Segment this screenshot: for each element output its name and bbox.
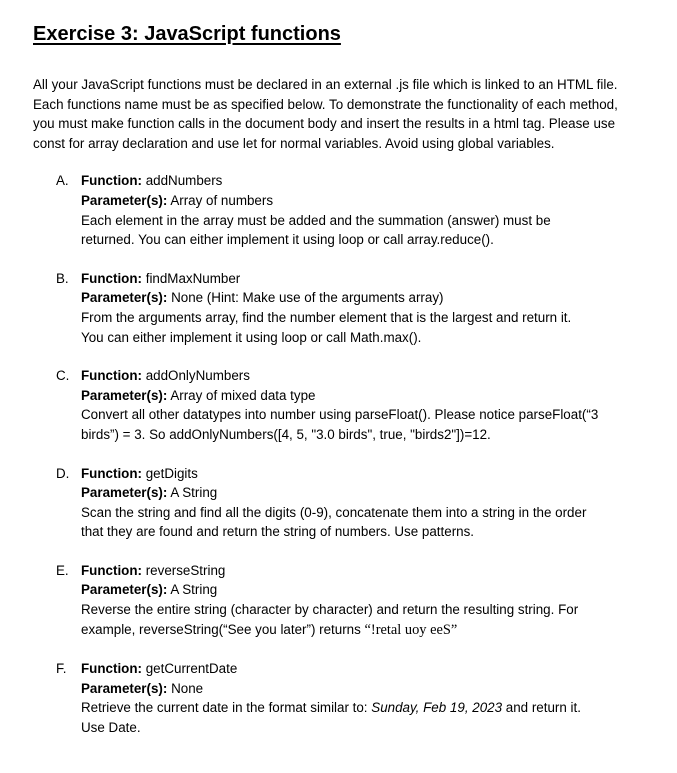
- list-marker: E.: [56, 562, 69, 578]
- description-line: returned. You can either implement it using loop or call array.reduce().: [81, 232, 494, 248]
- intro-paragraph: [33, 75, 653, 153]
- parameters-value: A String: [170, 582, 218, 598]
- function-line: [81, 561, 653, 581]
- list-marker: B.: [56, 270, 69, 286]
- reversed-string-example: “!retal uoy eeS”: [364, 621, 458, 638]
- function-line: [81, 366, 653, 386]
- function-name: addOnlyNumbers: [145, 368, 250, 384]
- page-title: Exercise 3: JavaScript functions: [33, 23, 341, 45]
- description-line: Use Date.: [81, 720, 141, 736]
- intro-line: All your JavaScript functions must be declared in an external .js file which is linked to an HTML file.: [33, 77, 618, 92]
- parameters-value: None: [171, 680, 204, 696]
- description-line: Each element in the array must be added and the summation (answer) must be: [81, 212, 551, 228]
- description-line: [81, 698, 653, 718]
- function-line: [81, 269, 653, 289]
- parameters-label: Parameter(s):: [81, 582, 168, 598]
- description-line: You can either implement it using loop or call Math.max().: [81, 329, 422, 345]
- parameters-value: Array of numbers: [170, 192, 274, 208]
- list-item-c: [33, 366, 653, 444]
- parameters-line: [81, 580, 653, 600]
- list-marker: F.: [56, 661, 67, 677]
- parameters-line: [81, 483, 653, 503]
- intro-line: Each functions name must be as specified below. To demonstrate the functionality of each method,: [33, 96, 618, 112]
- function-name: findMaxNumber: [145, 270, 241, 286]
- function-line: [81, 171, 653, 191]
- parameters-value: Array of mixed data type: [170, 387, 316, 403]
- parameters-label: Parameter(s):: [81, 485, 168, 501]
- function-label: Function:: [81, 562, 142, 578]
- description-text: and return it.: [502, 700, 581, 716]
- parameters-value: A String: [170, 485, 218, 501]
- function-label: Function:: [81, 368, 142, 384]
- description-line: Convert all other datatypes into number using parseFloat(). Please notice parseFloat(“3: [81, 407, 599, 423]
- parameters-line: [81, 288, 653, 308]
- parameters-line: [81, 679, 653, 699]
- description-text: Retrieve the current date in the format similar to:: [81, 700, 372, 716]
- function-line: [81, 659, 653, 679]
- list-item-a: [33, 171, 653, 249]
- parameters-label: Parameter(s):: [81, 680, 168, 696]
- description-line: [81, 620, 653, 641]
- list-item-e: [33, 561, 653, 640]
- function-label: Function:: [81, 661, 142, 677]
- list-item-f: [33, 659, 653, 737]
- function-name: reverseString: [145, 562, 226, 578]
- description-line: birds”) = 3. So addOnlyNumbers([4, 5, "3.0 birds", true, "birds2"])=12.: [81, 426, 491, 442]
- parameters-label: Parameter(s):: [81, 387, 168, 403]
- description-line: Reverse the entire string (character by character) and return the resulting string. For: [81, 602, 579, 618]
- parameters-line: [81, 191, 653, 211]
- function-label: Function:: [81, 173, 142, 189]
- description-line: Scan the string and find all the digits (0-9), concatenate them into a string in the order: [81, 504, 587, 520]
- parameters-line: [81, 386, 653, 406]
- intro-line: const for array declaration and use let for normal variables. Avoid using global variables.: [33, 135, 555, 151]
- parameters-value: None (Hint: Make use of the arguments array): [171, 290, 444, 306]
- list-marker: D.: [56, 465, 70, 481]
- list-marker: A.: [56, 173, 69, 189]
- description-text: example, reverseString(“See you later”) returns: [81, 621, 365, 637]
- list-marker: C.: [56, 368, 70, 384]
- function-label: Function:: [81, 465, 142, 481]
- function-name: addNumbers: [145, 173, 223, 189]
- function-name: getCurrentDate: [145, 661, 238, 677]
- list-item-d: [33, 464, 653, 542]
- date-format-example: Sunday, Feb 19, 2023: [371, 700, 503, 716]
- description-line: that they are found and return the string of numbers. Use patterns.: [81, 524, 475, 540]
- function-line: [81, 464, 653, 484]
- parameters-label: Parameter(s):: [81, 290, 168, 306]
- intro-line: you must make function calls in the document body and insert the results in a html tag. Please use: [33, 116, 616, 132]
- description-line: From the arguments array, find the number element that is the largest and return it.: [81, 309, 572, 325]
- parameters-label: Parameter(s):: [81, 192, 168, 208]
- list-item-b: [33, 269, 653, 347]
- function-name: getDigits: [145, 465, 198, 481]
- function-label: Function:: [81, 270, 142, 286]
